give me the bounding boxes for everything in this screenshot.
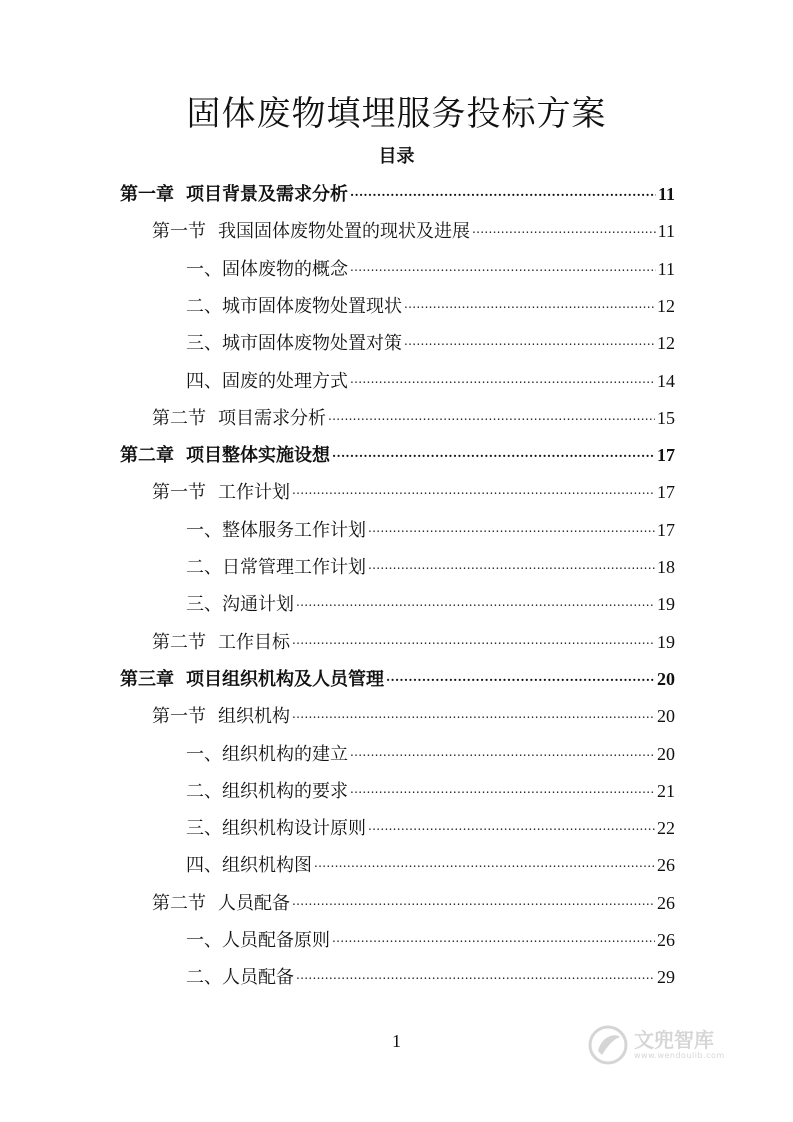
- toc-entry-section[interactable]: [152, 885, 675, 922]
- toc-page-number: 19: [657, 594, 675, 615]
- toc-page-number: 15: [657, 407, 675, 428]
- watermark: [588, 1020, 758, 1070]
- toc-entry-item[interactable]: [186, 847, 675, 884]
- toc-dot-leader: [332, 433, 655, 472]
- toc-entry-title: 工作目标: [218, 631, 290, 653]
- toc-dot-leader: [296, 955, 655, 994]
- toc-page-number: 17: [657, 519, 675, 540]
- document-title: 固体废物填埋服务投标方案: [186, 94, 607, 134]
- toc-dot-leader: [292, 620, 655, 659]
- toc-entry-number: 一、: [186, 519, 222, 541]
- toc-entry-number: 一、: [186, 743, 222, 765]
- toc-entry-number: 第三章: [120, 668, 174, 690]
- page-number: 1: [392, 1031, 401, 1051]
- toc-entry-title: 城市固体废物处置现状: [222, 295, 402, 317]
- toc-entry-number: 第二节: [152, 631, 206, 653]
- toc-entry-item[interactable]: [186, 922, 675, 959]
- toc-dot-leader: [350, 359, 655, 398]
- toc-entry-item[interactable]: [186, 736, 675, 773]
- toc-entry-title: 项目组织机构及人员管理: [186, 668, 384, 690]
- toc-dot-leader: [386, 657, 655, 696]
- toc-entry-item[interactable]: [186, 251, 675, 288]
- toc-dot-leader: [314, 843, 655, 882]
- toc-entry-item[interactable]: [186, 512, 675, 549]
- toc-entry-item[interactable]: [186, 288, 675, 325]
- toc-page-number: 11: [657, 258, 675, 279]
- toc-entry-title: 城市固体废物处置对策: [222, 333, 402, 355]
- toc-entry-chapter[interactable]: [120, 176, 675, 213]
- toc-dot-leader: [368, 508, 655, 547]
- toc-entry-title: 人员配备: [222, 967, 294, 989]
- toc-entry-number: 第一节: [152, 221, 206, 243]
- toc-entry-title: 固废的处理方式: [222, 370, 348, 392]
- toc-entry-number: 第二节: [152, 892, 206, 914]
- toc-entry-chapter[interactable]: [120, 661, 675, 698]
- toc-dot-leader: [328, 396, 655, 435]
- watermark-url: www.wendoulib.com: [634, 1051, 725, 1060]
- toc-entry-title: 组织机构的要求: [222, 780, 348, 802]
- toc-dot-leader: [350, 172, 656, 211]
- toc-entry-title: 我国固体废物处置的现状及进展: [218, 221, 470, 243]
- toc-page-number: 29: [657, 967, 675, 988]
- toc-entry-number: 第一节: [152, 482, 206, 504]
- toc-entry-number: 第一节: [152, 706, 206, 728]
- watermark-text: 文兜智库: [634, 1028, 714, 1052]
- toc-entry-number: 第二章: [120, 445, 174, 467]
- toc-entry-section[interactable]: [152, 400, 675, 437]
- toc-entry-section[interactable]: [152, 698, 675, 735]
- toc-page-number: 14: [657, 370, 675, 391]
- toc-page-number: 12: [657, 333, 675, 354]
- toc-dot-leader: [472, 209, 656, 248]
- toc-entry-section[interactable]: [152, 624, 675, 661]
- toc-entry-title: 固体废物的概念: [222, 258, 348, 280]
- toc-entry-item[interactable]: [186, 959, 675, 996]
- toc-heading: 目录: [378, 146, 415, 167]
- toc-entry-title: 项目需求分析: [218, 407, 326, 429]
- toc-entry-number: 三、: [186, 333, 222, 355]
- toc-entry-item[interactable]: [186, 325, 675, 362]
- toc-dot-leader: [292, 881, 655, 920]
- toc-page-number: 11: [657, 184, 675, 204]
- toc-page-number: 26: [657, 892, 675, 913]
- toc-dot-leader: [296, 582, 655, 621]
- toc-dot-leader: [292, 470, 655, 509]
- toc-dot-leader: [404, 284, 655, 323]
- toc-entry-number: 二、: [186, 557, 222, 578]
- toc-dot-leader: [350, 247, 656, 286]
- toc-page-number: 20: [657, 668, 675, 689]
- toc-entry-title: 组织机构图: [222, 855, 312, 877]
- toc-page-number: 22: [657, 818, 675, 839]
- toc-dot-leader: [350, 769, 655, 808]
- toc-entry-item[interactable]: [186, 363, 675, 400]
- toc-dot-leader: [368, 545, 655, 584]
- toc-page-number: 20: [657, 706, 675, 727]
- toc-entry-number: 四、: [186, 855, 222, 877]
- toc-entry-number: 二、: [186, 780, 222, 802]
- toc-entry-title: 组织机构: [218, 706, 290, 728]
- toc-entry-section[interactable]: [152, 213, 675, 250]
- toc-entry-number: 三、: [186, 818, 222, 840]
- toc-page-number: 20: [657, 743, 675, 764]
- toc-entry-number: 一、: [186, 930, 222, 951]
- toc-dot-leader: [368, 806, 655, 845]
- toc-page-number: 11: [657, 221, 675, 242]
- toc-entry-item[interactable]: [186, 773, 675, 810]
- toc-page-number: 12: [657, 295, 675, 316]
- toc-entry-title: 人员配备: [218, 892, 290, 914]
- toc-page-number: 26: [657, 930, 675, 950]
- toc-dot-leader: [404, 321, 655, 360]
- toc-entry-number: 第二节: [152, 407, 206, 429]
- toc-entry-title: 人员配备原则: [222, 930, 330, 951]
- toc-dot-leader: [292, 694, 655, 733]
- toc-entry-title: 项目背景及需求分析: [186, 184, 348, 205]
- toc-dot-leader: [350, 732, 655, 771]
- leaf-logo-icon: [588, 1025, 628, 1065]
- toc-entry-number: 二、: [186, 295, 222, 317]
- toc-entry-number: 四、: [186, 370, 222, 392]
- toc-entry-title: 项目整体实施设想: [186, 445, 330, 467]
- toc-entry-number: 三、: [186, 594, 222, 616]
- toc-page-number: 21: [657, 780, 675, 801]
- toc-entry-section[interactable]: [152, 474, 675, 511]
- toc-dot-leader: [332, 918, 655, 957]
- toc-page-number: 17: [657, 482, 675, 503]
- toc-entry-title: 组织机构设计原则: [222, 818, 366, 840]
- toc-entry-number: 一、: [186, 258, 222, 280]
- toc-entry-number: 二、: [186, 967, 222, 989]
- toc-entry-item[interactable]: [186, 586, 675, 623]
- toc-entry-item[interactable]: [186, 549, 675, 586]
- toc-page-number: 18: [657, 557, 675, 577]
- toc-entry-title: 整体服务工作计划: [222, 519, 366, 541]
- toc-page-number: 26: [657, 855, 675, 876]
- toc-entry-title: 沟通计划: [222, 594, 294, 616]
- toc-entry-title: 工作计划: [218, 482, 290, 504]
- toc-entry-title: 组织机构的建立: [222, 743, 348, 765]
- toc-entry-chapter[interactable]: [120, 437, 675, 474]
- toc-page-number: 19: [657, 631, 675, 652]
- toc-entry-number: 第一章: [120, 184, 174, 205]
- toc-entry-item[interactable]: [186, 810, 675, 847]
- toc-entry-title: 日常管理工作计划: [222, 557, 366, 578]
- toc-page-number: 17: [657, 445, 675, 466]
